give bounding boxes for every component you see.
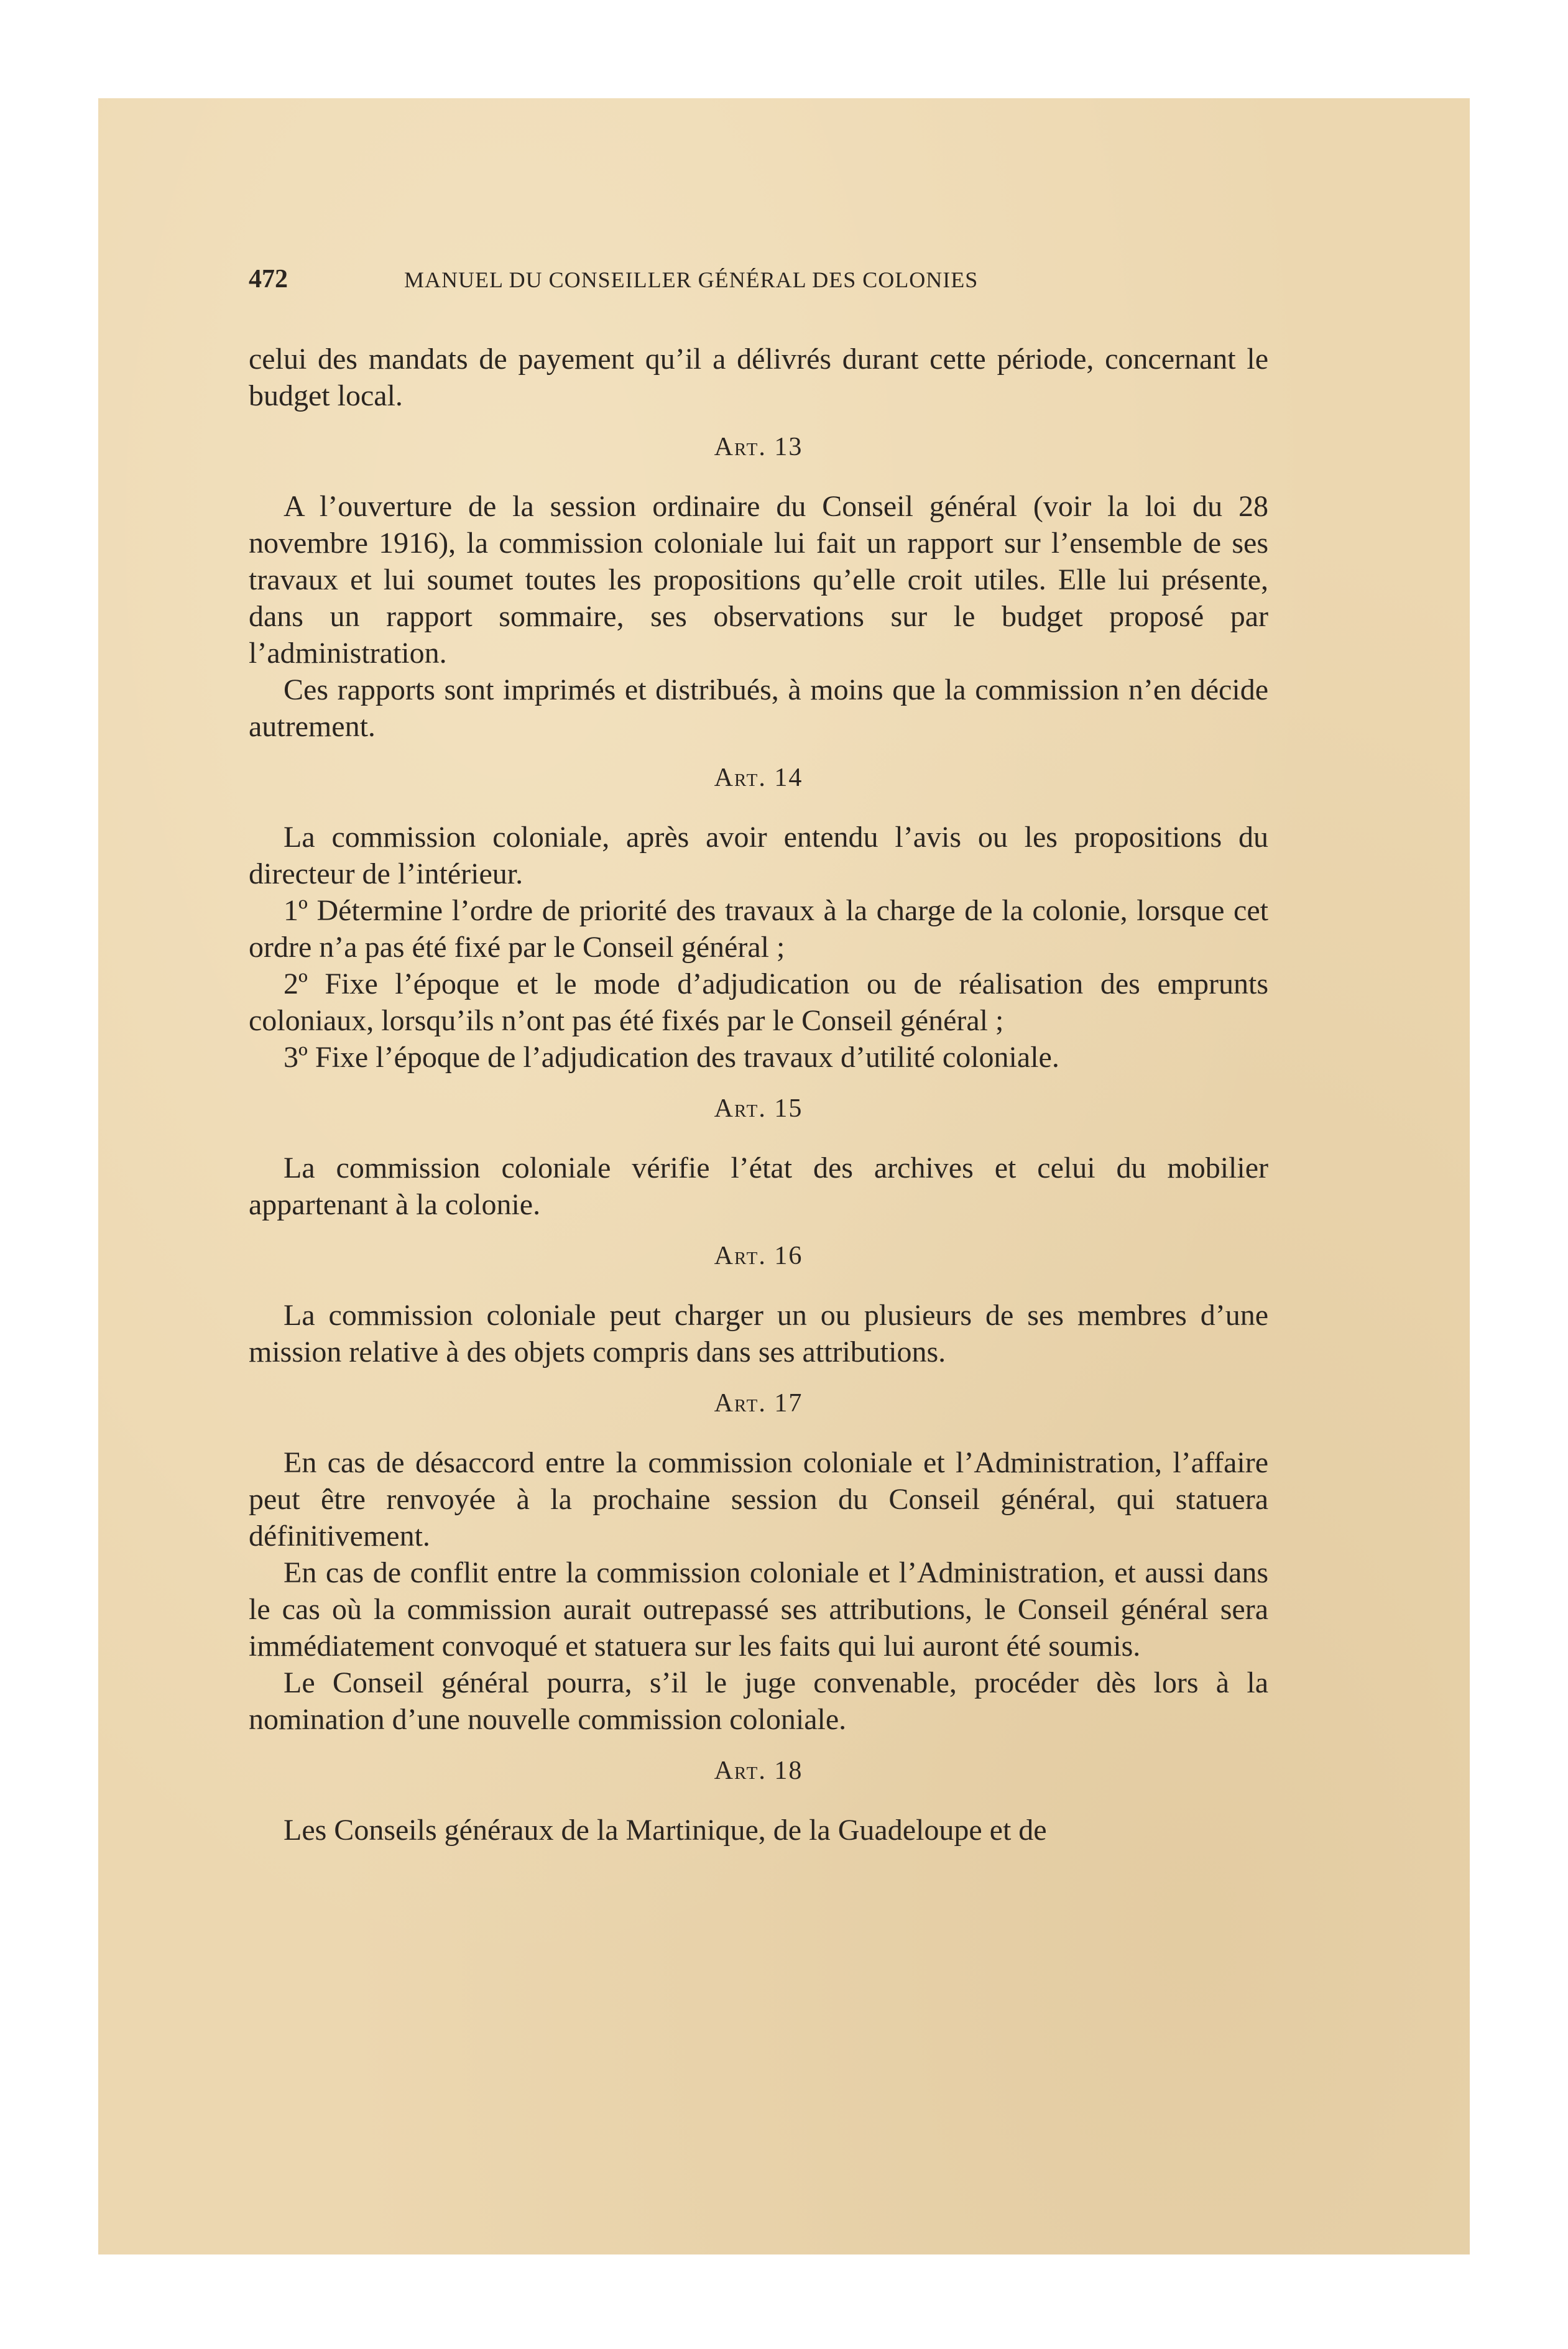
article-heading-13: Art. 13 (714, 433, 803, 461)
running-title: MANUEL DU CONSEILLER GÉNÉRAL DES COLONIES (404, 267, 979, 292)
article-14-item-1: 1º Détermine l’ordre de priorité des travaux à la charge de la colonie, lorsque cet ordre n’a pas été fixé par le Conseil général ; (249, 894, 1268, 964)
page-body (249, 341, 1268, 1848)
article-16-paragraph-1: La commission coloniale peut charger un ou plusieurs de ses membres d’une mission relative à des objets compris dans ses attributions. (249, 1299, 1268, 1368)
article-heading-17: Art. 17 (714, 1389, 803, 1418)
article-17-paragraph-1: En cas de désaccord entre la commission coloniale et l’Administration, l’affaire peut être renvoyée à la prochaine session du Conseil général, qui statuera définitivement. (249, 1446, 1268, 1553)
article-14-paragraph-1: La commission coloniale, après avoir entendu l’avis ou les propositions du directeur de l’intérieur. (249, 821, 1268, 890)
article-14-item-2: 2º Fixe l’époque et le mode d’adjudication ou de réalisation des emprunts coloniaux, lorsqu’ils n’ont pas été fixés par le Conseil général ; (249, 967, 1268, 1037)
article-18-paragraph-1: Les Conseils généraux de la Martinique, de la Guadeloupe et de (284, 1814, 1047, 1847)
running-header (249, 264, 1268, 302)
article-17-paragraph-2: En cas de conflit entre la commission coloniale et l’Administration, et aussi dans le cas où la commission aurait outrepassé ses attributions, le Conseil général sera immédiatement convoqué et statuera sur les faits qui lui auront été soumis. (249, 1556, 1268, 1663)
article-17-paragraph-3: Le Conseil général pourra, s’il le juge convenable, procéder dès lors à la nomination d’une nouvelle commission coloniale. (249, 1666, 1268, 1736)
article-heading-18: Art. 18 (714, 1756, 803, 1785)
article-14-item-3: 3º Fixe l’époque de l’adjudication des travaux d’utilité coloniale. (284, 1041, 1059, 1074)
article-heading-15: Art. 15 (714, 1094, 803, 1123)
article-heading-16: Art. 16 (714, 1242, 803, 1270)
paragraph-continuation: celui des mandats de payement qu’il a délivrés durant cette période, concernant le budget local. (249, 343, 1268, 412)
article-15-paragraph-1: La commission coloniale vérifie l’état des archives et celui du mobilier appartenant à la colonie. (249, 1151, 1268, 1221)
page-number: 472 (249, 265, 288, 293)
article-heading-14: Art. 14 (714, 764, 803, 792)
article-13-paragraph-1: A l’ouverture de la session ordinaire du Conseil général (voir la loi du 28 novembre 1916), la commission coloniale lui fait un rapport sur l’ensemble de ses travaux et lui soumet toutes les propositions qu’elle croit utiles. Elle lui présente, dans un rapport sommaire, ses observations sur le budget proposé par l’administration. (249, 490, 1268, 670)
article-13-paragraph-2: Ces rapports sont imprimés et distribués, à moins que la commission n’en décide autrement. (249, 673, 1268, 743)
